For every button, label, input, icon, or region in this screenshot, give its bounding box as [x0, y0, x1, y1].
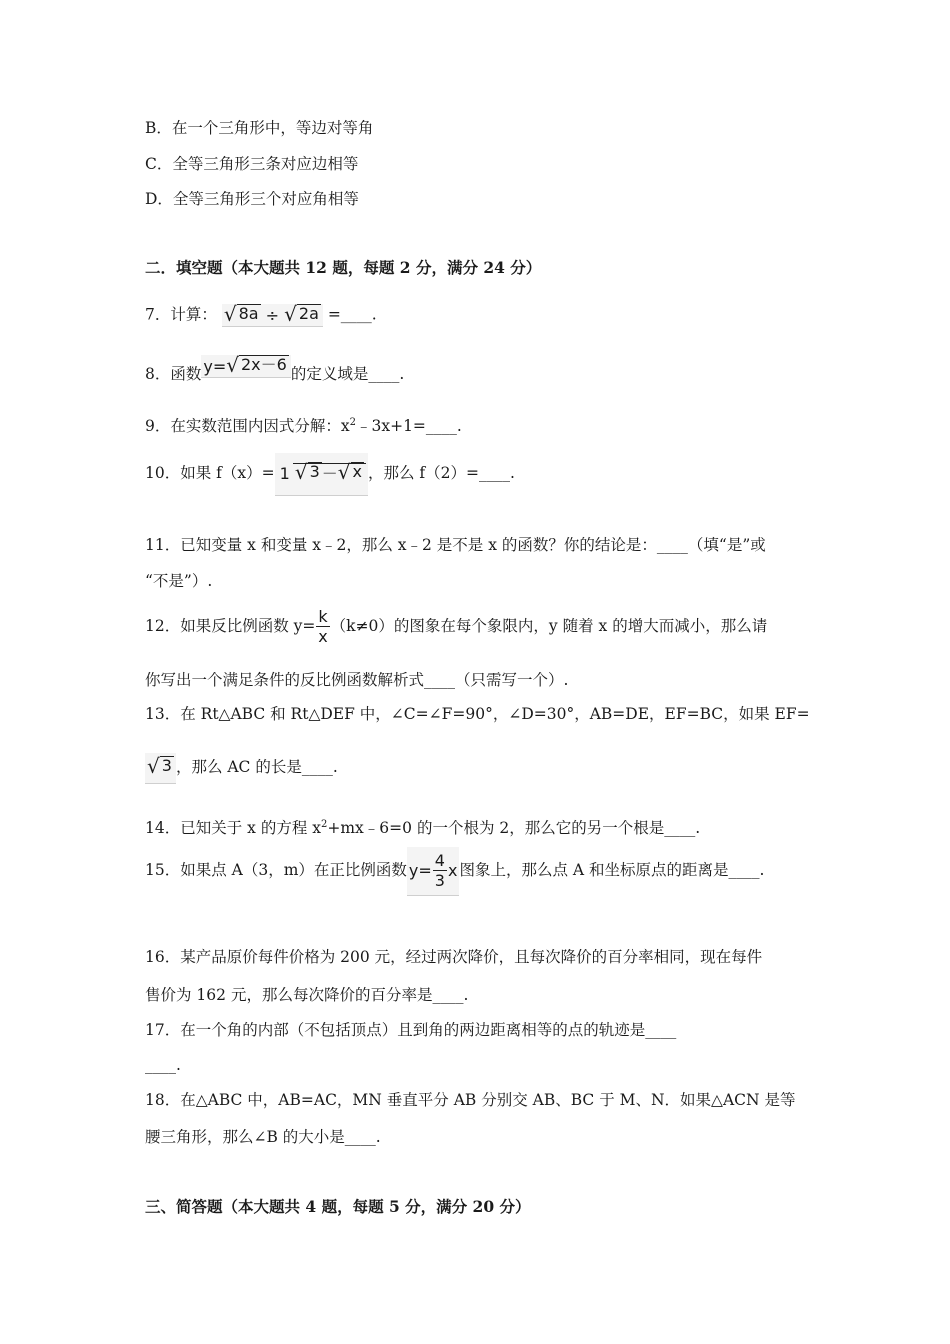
q9-suffix: ﹣3x+1=____.: [355, 417, 462, 436]
q10-radicand-2: x: [352, 461, 362, 481]
question-12: [145, 602, 767, 650]
section-3-heading: 三、简答题（本大题共 4 题，每题 5 分，满分 20 分）: [145, 1197, 531, 1216]
q10-radicand-1: 3: [309, 461, 320, 481]
q12-denominator: x: [318, 627, 328, 646]
q14-suffix: +mx﹣6=0 的一个根为 2，那么它的另一个根是____.: [327, 819, 701, 838]
question-10: [145, 452, 515, 496]
choice-c: C．全等三角形三条对应边相等: [145, 155, 359, 173]
choice-d: D．全等三角形三个对应角相等: [145, 190, 359, 208]
q10-minus: －: [321, 463, 338, 483]
q15-denominator: 3: [434, 871, 445, 890]
q8-suffix: 的定义域是____.: [290, 365, 405, 383]
q13-line-2: [145, 752, 338, 784]
q18-line-2: 腰三角形，那么∠B 的大小是____.: [145, 1128, 381, 1146]
q16-line-1: 16．某产品原价每件价格为 200 元，经过两次降价，且每次降价的百分率相同，现在每件: [145, 948, 763, 966]
q7-radicand-2: 2a: [298, 304, 319, 323]
q9-prefix: 9．在实数范围内因式分解：x: [145, 417, 350, 436]
q17-line-2: ____.: [145, 1056, 181, 1074]
q12-fraction: [315, 608, 330, 646]
q12-prefix: 12．如果反比例函数 y=: [145, 617, 316, 635]
q10-fraction: 1 √ 3 － √ x: [275, 453, 368, 496]
q8-formula: y= √ 2x－6: [201, 355, 290, 378]
q11-line-2: “不是”）.: [145, 572, 213, 590]
q18-line-1: 18．在△ABC 中，AB=AC，MN 垂直平分 AB 分别交 AB、BC 于 M、N．如果△ACN 是等: [145, 1091, 796, 1109]
q7-formula: √ 8a ÷ √ 2a: [222, 304, 323, 327]
q7-operator: ÷: [265, 306, 280, 325]
q13-suffix: ，那么 AC 的长是____.: [175, 758, 338, 776]
q10-suffix: ，那么 f（2）=____.: [367, 464, 515, 482]
q8-radicand: 2x－6: [241, 354, 287, 374]
q13-formula: √ 3: [145, 753, 176, 784]
q13-radicand: 3: [161, 755, 172, 775]
q9-exponent: 2: [349, 417, 356, 428]
q7-suffix: =____.: [327, 305, 377, 324]
q11-line-1: 11．已知变量 x 和变量 x﹣2，那么 x﹣2 是不是 x 的函数？你的结论是：____（填“是”或: [145, 536, 766, 554]
question-15: [145, 846, 764, 896]
q12-numerator: k: [318, 607, 328, 626]
q12-line-2: 你写出一个满足条件的反比例函数解析式____（只需写一个）.: [145, 671, 569, 689]
q14-exponent: 2: [321, 819, 328, 830]
section-2-heading: 二．填空题（本大题共 12 题，每题 2 分，满分 24 分）: [145, 258, 542, 277]
q16-line-2: 售价为 162 元，那么每次降价的百分率是____.: [145, 986, 469, 1004]
q7-prefix: 7．计算：: [145, 305, 217, 324]
question-9: [145, 413, 462, 436]
q17-line-1: 17．在一个角的内部（不包括顶点）且到角的两边距离相等的点的轨迹是____: [145, 1021, 677, 1039]
q10-numerator: 1: [279, 463, 290, 483]
question-7: [145, 304, 377, 327]
q13-line-1: 13．在 Rt△ABC 和 Rt△DEF 中，∠C=∠F=90°，∠D=30°，AB=DE，EF=BC，如果 EF=: [145, 705, 810, 723]
choice-b: B．在一个三角形中，等边对等角: [145, 119, 374, 137]
question-14: [145, 815, 700, 838]
q15-suffix: 图象上，那么点 A 和坐标原点的距离是____.: [459, 861, 765, 879]
q12-suffix: （k≠0）的图象在每个象限内，y 随着 x 的增大而减小，那么请: [330, 617, 768, 635]
q7-radicand-1: 8a: [238, 304, 259, 323]
q8-lhs: y=: [203, 356, 227, 376]
q10-prefix: 10．如果 f（x）=: [145, 464, 275, 482]
q15-numerator: 4: [434, 851, 445, 870]
q15-prefix: 15．如果点 A（3，m）在正比例函数: [145, 861, 407, 879]
question-8: [145, 352, 405, 384]
q15-variable: x: [447, 860, 458, 880]
q14-prefix: 14．已知关于 x 的方程 x: [145, 819, 321, 838]
q15-formula: [407, 847, 460, 896]
q8-prefix: 8．函数: [145, 365, 202, 383]
q15-lhs: y=: [408, 860, 432, 880]
